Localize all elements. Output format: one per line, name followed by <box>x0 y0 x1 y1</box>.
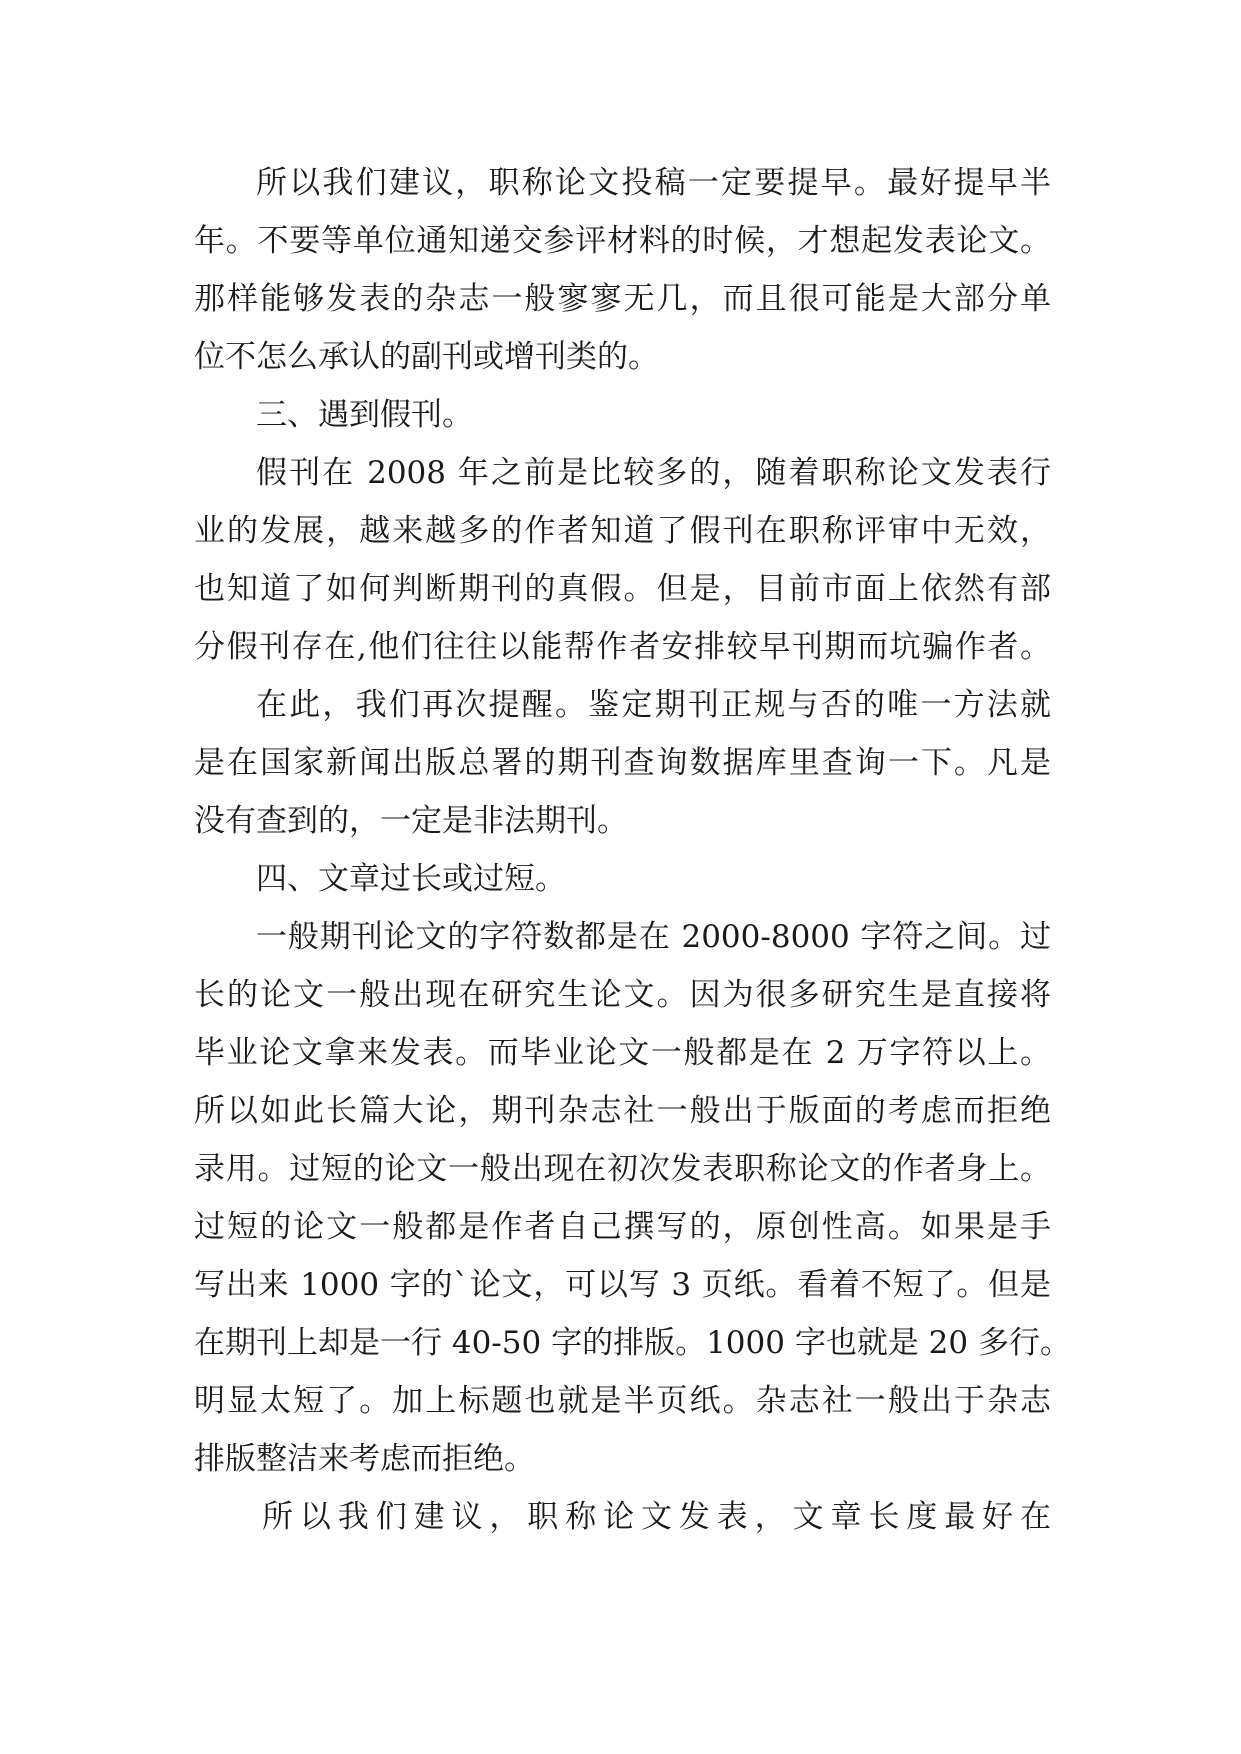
paragraph-line: 没有查到的，一定是非法期刊。 <box>194 803 628 839</box>
paragraph-line: 明显太短了。加上标题也就是半页纸。杂志社一般出于杂志 <box>194 1383 1051 1419</box>
section-heading: 三、遇到假刊。 <box>256 397 473 433</box>
paragraph-line: 也知道了如何判断期刊的真假。但是，目前市面上依然有部 <box>194 571 1051 607</box>
paragraph-line: 长的论文一般出现在研究生论文。因为很多研究生是直接将 <box>194 977 1051 1013</box>
paragraph-line: 在此，我们再次提醒。鉴定期刊正规与否的唯一方法就 <box>256 687 1051 723</box>
paragraph-line: 所以如此长篇大论，期刊杂志社一般出于版面的考虑而拒绝 <box>194 1093 1051 1129</box>
paragraph-line: 录用。过短的论文一般出现在初次发表职称论文的作者身上。 <box>194 1151 1051 1187</box>
paragraph-line: 排版整洁来考虑而拒绝。 <box>194 1441 535 1477</box>
paragraph-line: 年。不要等单位通知递交参评材料的时候，才想起发表论文。 <box>194 223 1051 259</box>
paragraph-line: 位不怎么承认的副刊或增刊类的。 <box>194 339 659 375</box>
section-heading: 四、文章过长或过短。 <box>256 861 566 897</box>
paragraph-line: 毕业论文拿来发表。而毕业论文一般都是在 2 万字符以上。 <box>194 1035 1051 1071</box>
paragraph-line: 一般期刊论文的字符数都是在 2000-8000 字符之间。过 <box>256 919 1051 955</box>
paragraph-line: 过短的论文一般都是作者自己撰写的，原创性高。如果是手 <box>194 1209 1051 1245</box>
paragraph-line: 是在国家新闻出版总署的期刊查询数据库里查询一下。凡是 <box>194 745 1051 781</box>
paragraph-line: 假刊在 2008 年之前是比较多的，随着职称论文发表行 <box>256 455 1051 491</box>
paragraph-line: 所以我们建议，职称论文投稿一定要提早。最好提早半 <box>256 165 1051 201</box>
paragraph-line: 分假刊存在,他们往往以能帮作者安排较早刊期而坑骗作者。 <box>194 629 1051 665</box>
paragraph-line: 所以我们建议，职称论文发表，文章长度最好在 <box>262 1499 1051 1535</box>
paragraph-line: 在期刊上却是一行 40-50 字的排版。1000 字也就是 20 多行。 <box>194 1325 1071 1361</box>
paragraph-line: 写出来 1000 字的`论文，可以写 3 页纸。看着不短了。但是 <box>194 1267 1051 1303</box>
paragraph-line: 业的发展，越来越多的作者知道了假刊在职称评审中无效， <box>194 513 1051 549</box>
paragraph-line: 那样能够发表的杂志一般寥寥无几，而且很可能是大部分单 <box>194 281 1051 317</box>
